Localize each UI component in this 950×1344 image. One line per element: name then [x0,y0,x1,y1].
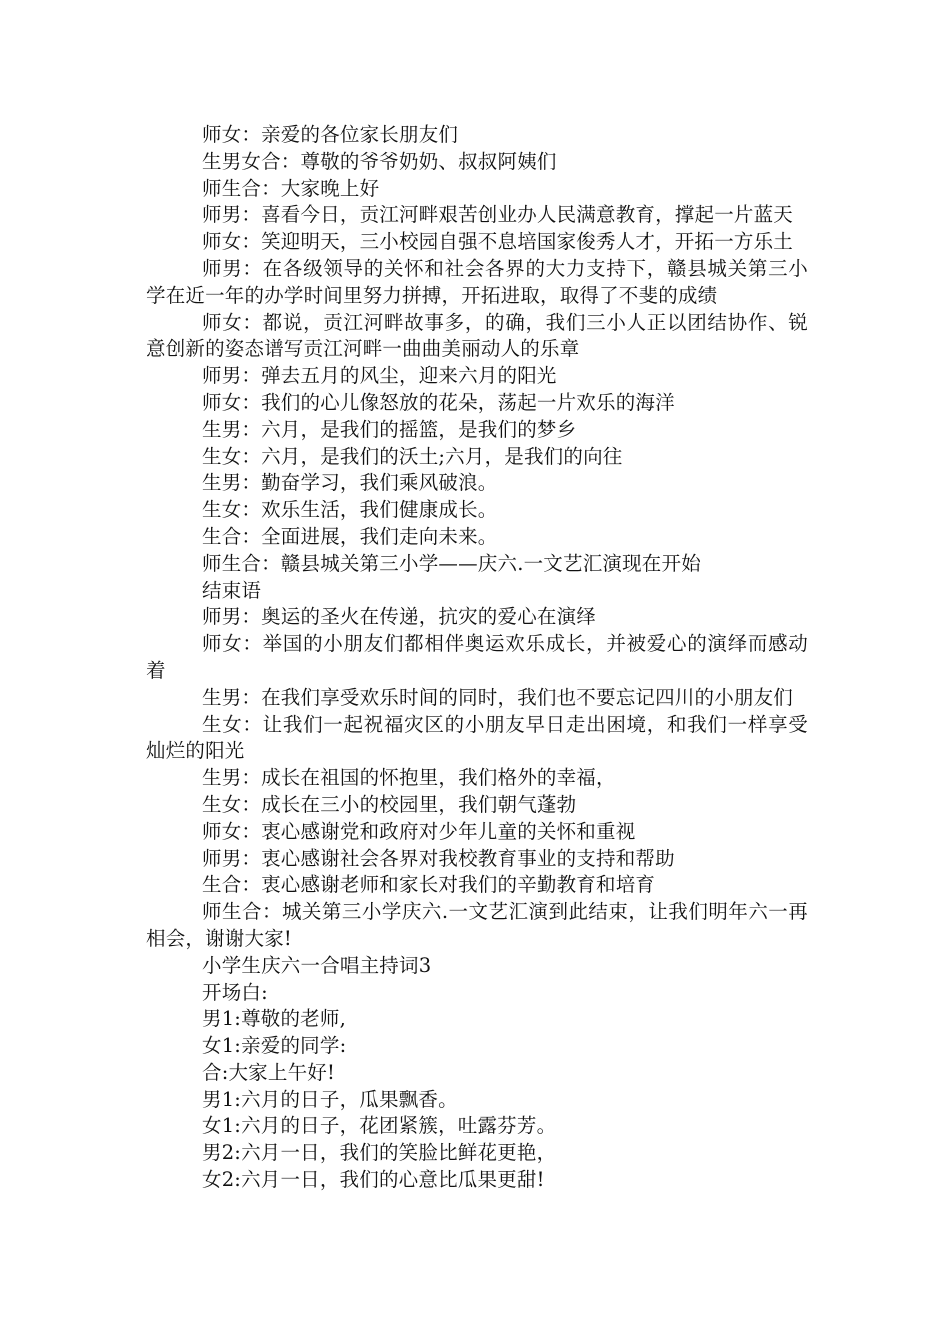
paragraph: 生男：在我们享受欢乐时间的同时，我们也不要忘记四川的小朋友们 [202,685,794,709]
paragraph: 师男：在各级领导的关怀和社会各界的大力支持下，赣县城关第三小学在近一年的办学时间里努力拼搏，开拓进取，取得了不斐的成绩 [146,256,808,307]
paragraph: 生男：勤奋学习，我们乘风破浪。 [202,471,498,495]
paragraph: 生女：成长在三小的校园里，我们朝气蓬勃 [202,792,577,816]
paragraph: 师男：喜看今日，贡江河畔艰苦创业办人民满意教育，撑起一片蓝天 [202,203,794,227]
paragraph: 生女：欢乐生活，我们健康成长。 [202,498,498,522]
paragraph: 生合：全面进展，我们走向未来。 [202,524,498,548]
paragraph: 生女：六月，是我们的沃土;六月，是我们的向往 [202,444,623,468]
paragraph: 师女：笑迎明天，三小校园自强不息培国家俊秀人才，开拓一方乐土 [202,230,794,254]
paragraph: 师女：亲爱的各位家长朋友们 [202,123,459,146]
paragraph: 师生合：城关第三小学庆六.一文艺汇演到此结束，让我们明年六一再相会，谢谢大家! [146,900,808,950]
section-heading: 结束语 [202,578,262,602]
paragraph: 师女：我们的心儿像怒放的花朵，荡起一片欢乐的海洋 [202,390,675,414]
paragraph: 师女：衷心感谢党和政府对少年儿童的关怀和重视 [202,819,636,843]
paragraph: 合:大家上午好! [202,1060,336,1084]
paragraph: 女1:六月的日子，花团紧簇，吐露芬芳。 [202,1114,557,1138]
paragraph: 男1:尊敬的老师, [202,1007,346,1031]
document-page [146,122,808,1194]
paragraph: 师男：弹去五月的风尘，迎来六月的阳光 [202,364,557,388]
paragraph: 师生合：大家晚上好 [202,176,380,200]
paragraph: 女1:亲爱的同学: [202,1034,347,1058]
paragraph: 师男：衷心感谢社会各界对我校教育事业的支持和帮助 [202,846,675,870]
paragraph: 生男：成长在祖国的怀抱里，我们格外的幸福， [202,766,616,790]
paragraph: 男1:六月的日子，瓜果飘香。 [202,1087,458,1111]
paragraph: 生男：六月，是我们的摇篮，是我们的梦乡 [202,417,577,441]
paragraph: 开场白: [202,980,268,1004]
paragraph: 生女：让我们一起祝福灾区的小朋友早日走出困境，和我们一样享受灿烂的阳光 [146,712,808,763]
paragraph: 生男女合：尊敬的爷爷奶奶、叔叔阿姨们 [202,149,557,173]
paragraph: 女2:六月一日，我们的心意比瓜果更甜! [202,1168,545,1192]
paragraph: 师生合：赣县城关第三小学——庆六.一文艺汇演现在开始 [202,551,701,575]
paragraph: 男2:六月一日，我们的笑脸比鲜花更艳， [202,1141,557,1165]
section-heading: 小学生庆六一合唱主持词3 [202,953,432,977]
paragraph: 师男：奥运的圣火在传递，抗灾的爱心在演绎 [202,605,597,629]
paragraph: 师女：举国的小朋友们都相伴奥运欢乐成长，并被爱心的演绎而感动着 [146,632,808,682]
paragraph: 生合：衷心感谢老师和家长对我们的辛勤教育和培育 [202,873,656,897]
paragraph: 师女：都说，贡江河畔故事多，的确，我们三小人正以团结协作、锐意创新的姿态谱写贡江河畔一曲曲美丽动人的乐章 [146,310,808,361]
